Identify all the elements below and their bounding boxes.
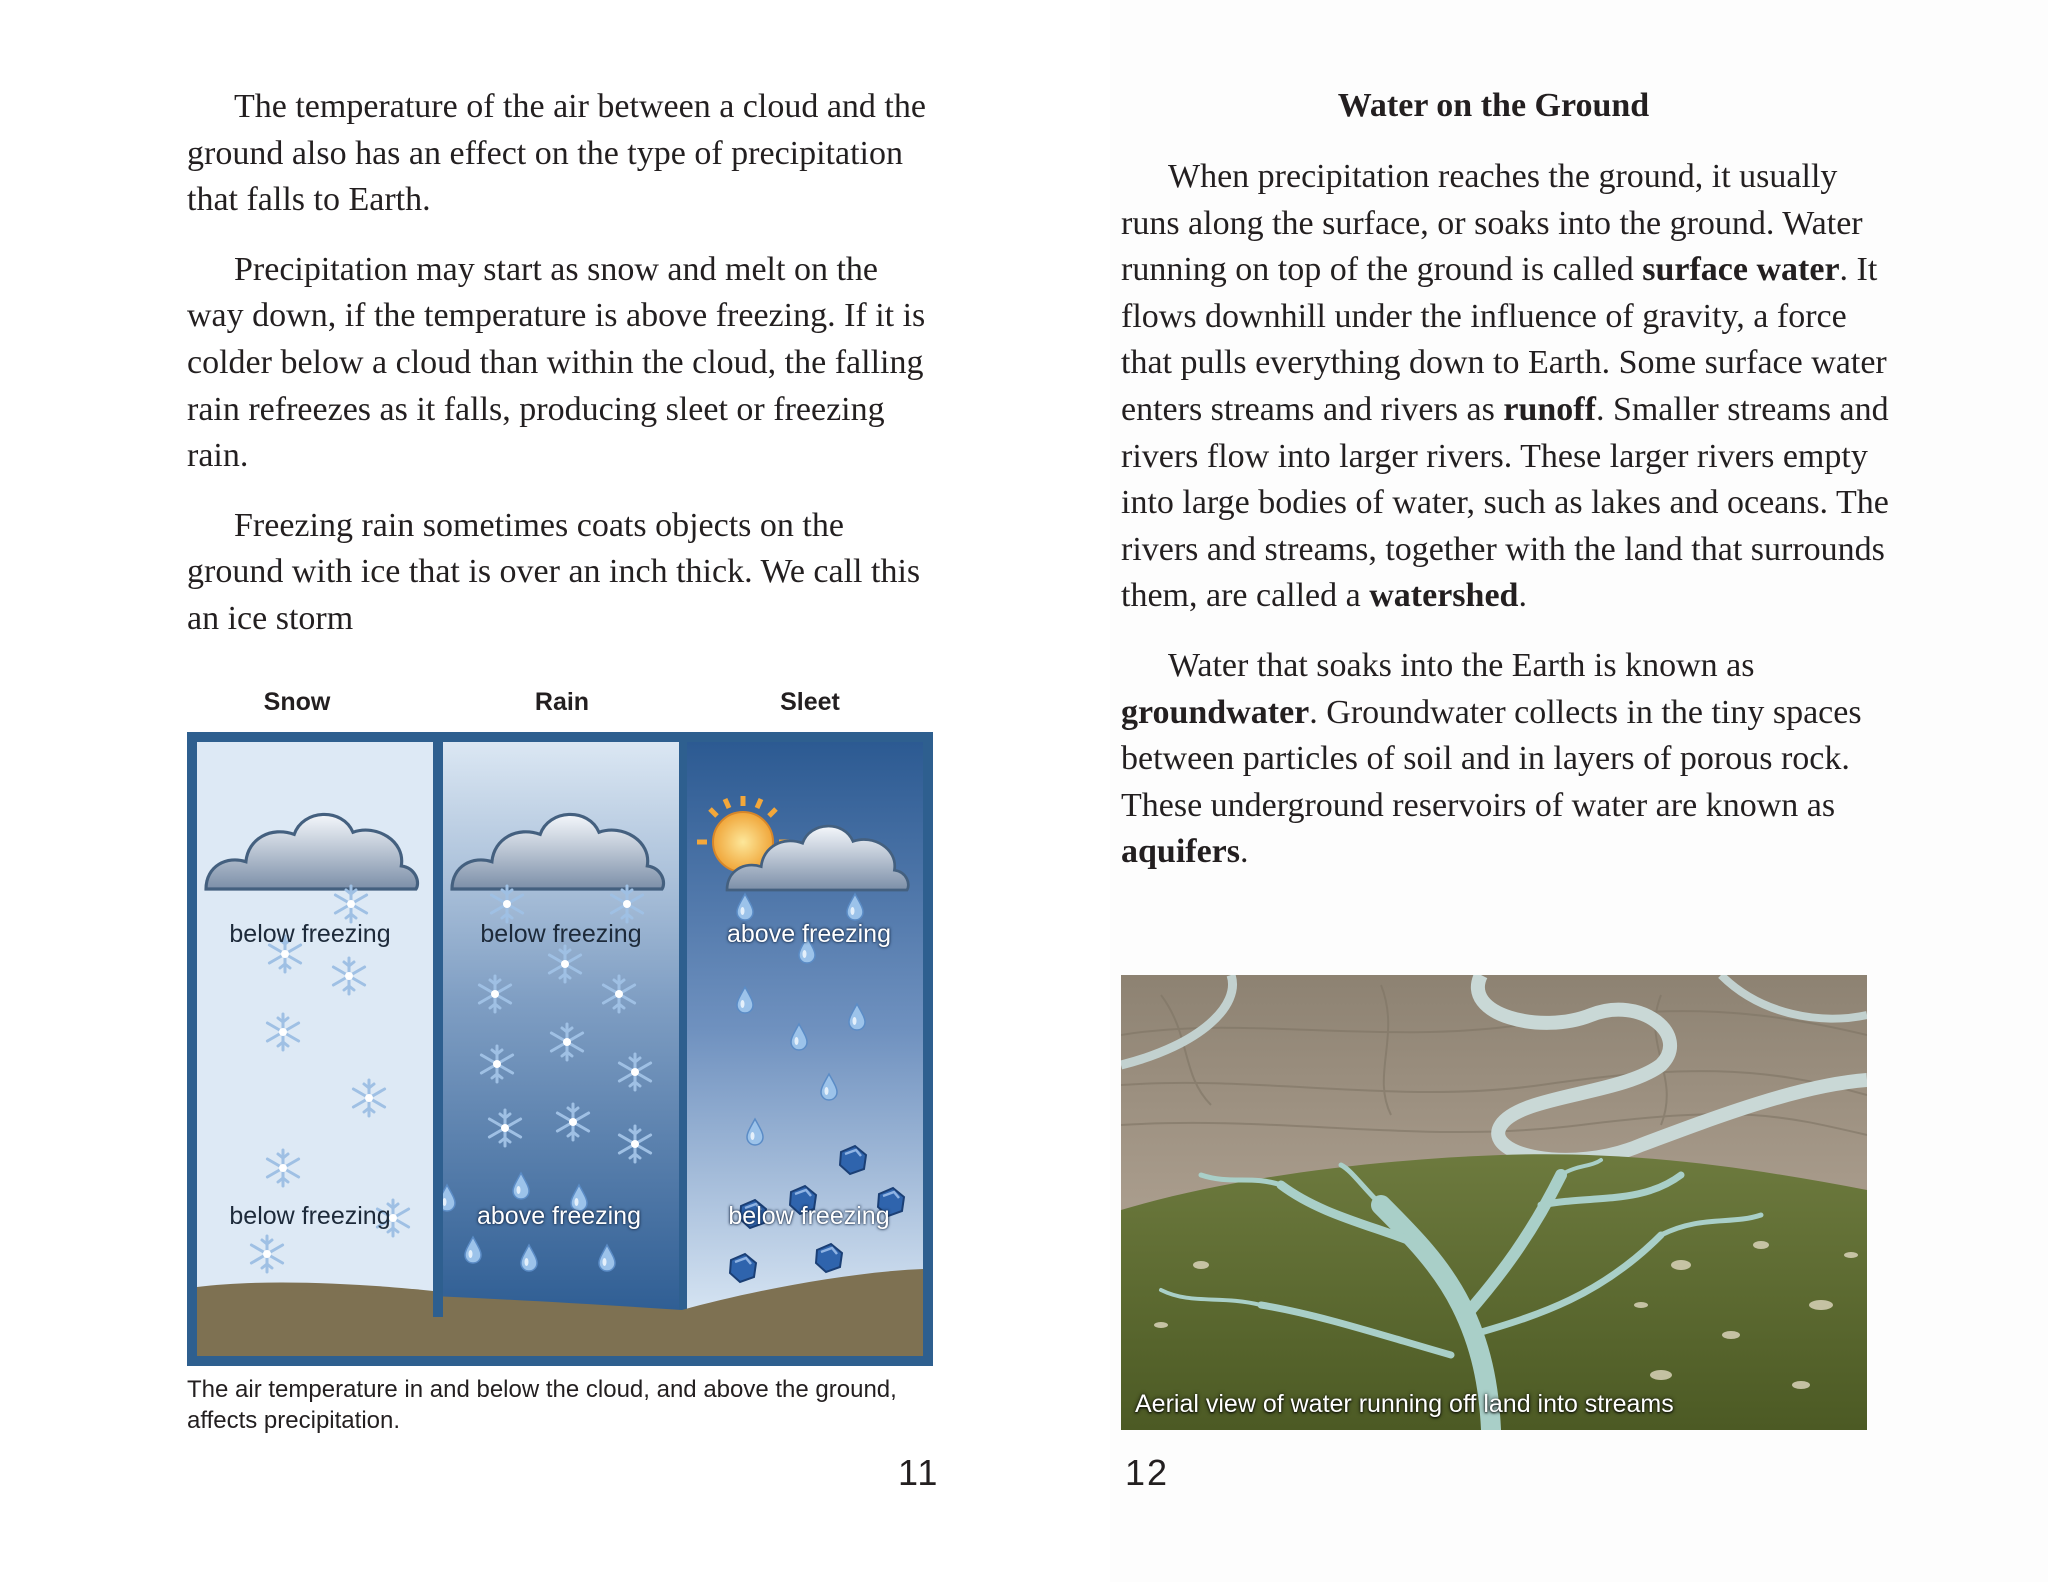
right-body-text xyxy=(1121,154,1901,899)
left-body-text xyxy=(187,84,927,666)
term-surface-water: surface water xyxy=(1642,251,1840,289)
rain-top-temp-label: below freezing xyxy=(480,920,642,948)
paragraph: Water that soaks into the Earth is known as groundwater. Groundwater collects in the tiny spaces between particles of soil and in layers of porous rock. These underground reservoirs of water are known as aquifers. xyxy=(1121,646,1862,871)
column-label-sleet: Sleet xyxy=(780,688,840,716)
diagram-caption: The air temperature in and below the cloud, and above the ground, affects precipitation. xyxy=(187,1376,897,1434)
column-label-snow: Snow xyxy=(263,688,331,716)
page-number-right: 12 xyxy=(1125,1452,1170,1493)
term-runoff: runoff xyxy=(1503,390,1596,428)
aerial-photo-art xyxy=(1121,975,1867,1430)
aerial-photo xyxy=(1121,975,1867,1430)
snow-top-temp-label: below freezing xyxy=(229,920,391,948)
paragraph: Precipitation may start as snow and melt on the way down, if the temperature is above freezing. If it is colder below a cloud than within the cloud, the falling rain refreezes as it falls, producing sleet or freezing rain. xyxy=(187,250,926,475)
rain-bottom-temp-label: above freezing xyxy=(476,1202,641,1230)
paragraph: Freezing rain sometimes coats objects on the ground with ice that is over an inch thick. We call this an ice storm xyxy=(187,506,921,637)
term-groundwater: groundwater xyxy=(1121,693,1310,731)
term-watershed: watershed xyxy=(1369,577,1519,615)
paragraph: The temperature of the air between a cloud and the ground also has an effect on the type of precipitation that falls to Earth. xyxy=(187,88,926,219)
photo-caption: Aerial view of water running off land into streams xyxy=(1135,1390,1674,1418)
precipitation-diagram-art xyxy=(187,732,933,1366)
sleet-top-temp-label: above freezing xyxy=(726,920,891,948)
precipitation-diagram xyxy=(187,732,933,1366)
section-title: Water on the Ground xyxy=(1337,87,1650,124)
snow-bottom-temp-label: below freezing xyxy=(229,1202,391,1230)
paragraph: When precipitation reaches the ground, it usually runs along the surface, or soaks into the ground. Water running on top of the ground is called surface water. It flows downhill under the influence of gravity, a force that pulls everything down to Earth. Some surface water enters streams and rivers as runoff. Smaller streams and rivers flow into larger rivers. These larger rivers empty into large bodies of water, such as lakes and oceans. The rivers and streams, together with the land that surrounds them, are called a watershed. xyxy=(1121,158,1889,615)
term-aquifers: aquifers xyxy=(1121,833,1240,871)
sleet-bottom-temp-label: below freezing xyxy=(728,1202,890,1230)
page-number-left: 11 xyxy=(898,1452,940,1493)
column-label-rain: Rain xyxy=(534,688,590,716)
